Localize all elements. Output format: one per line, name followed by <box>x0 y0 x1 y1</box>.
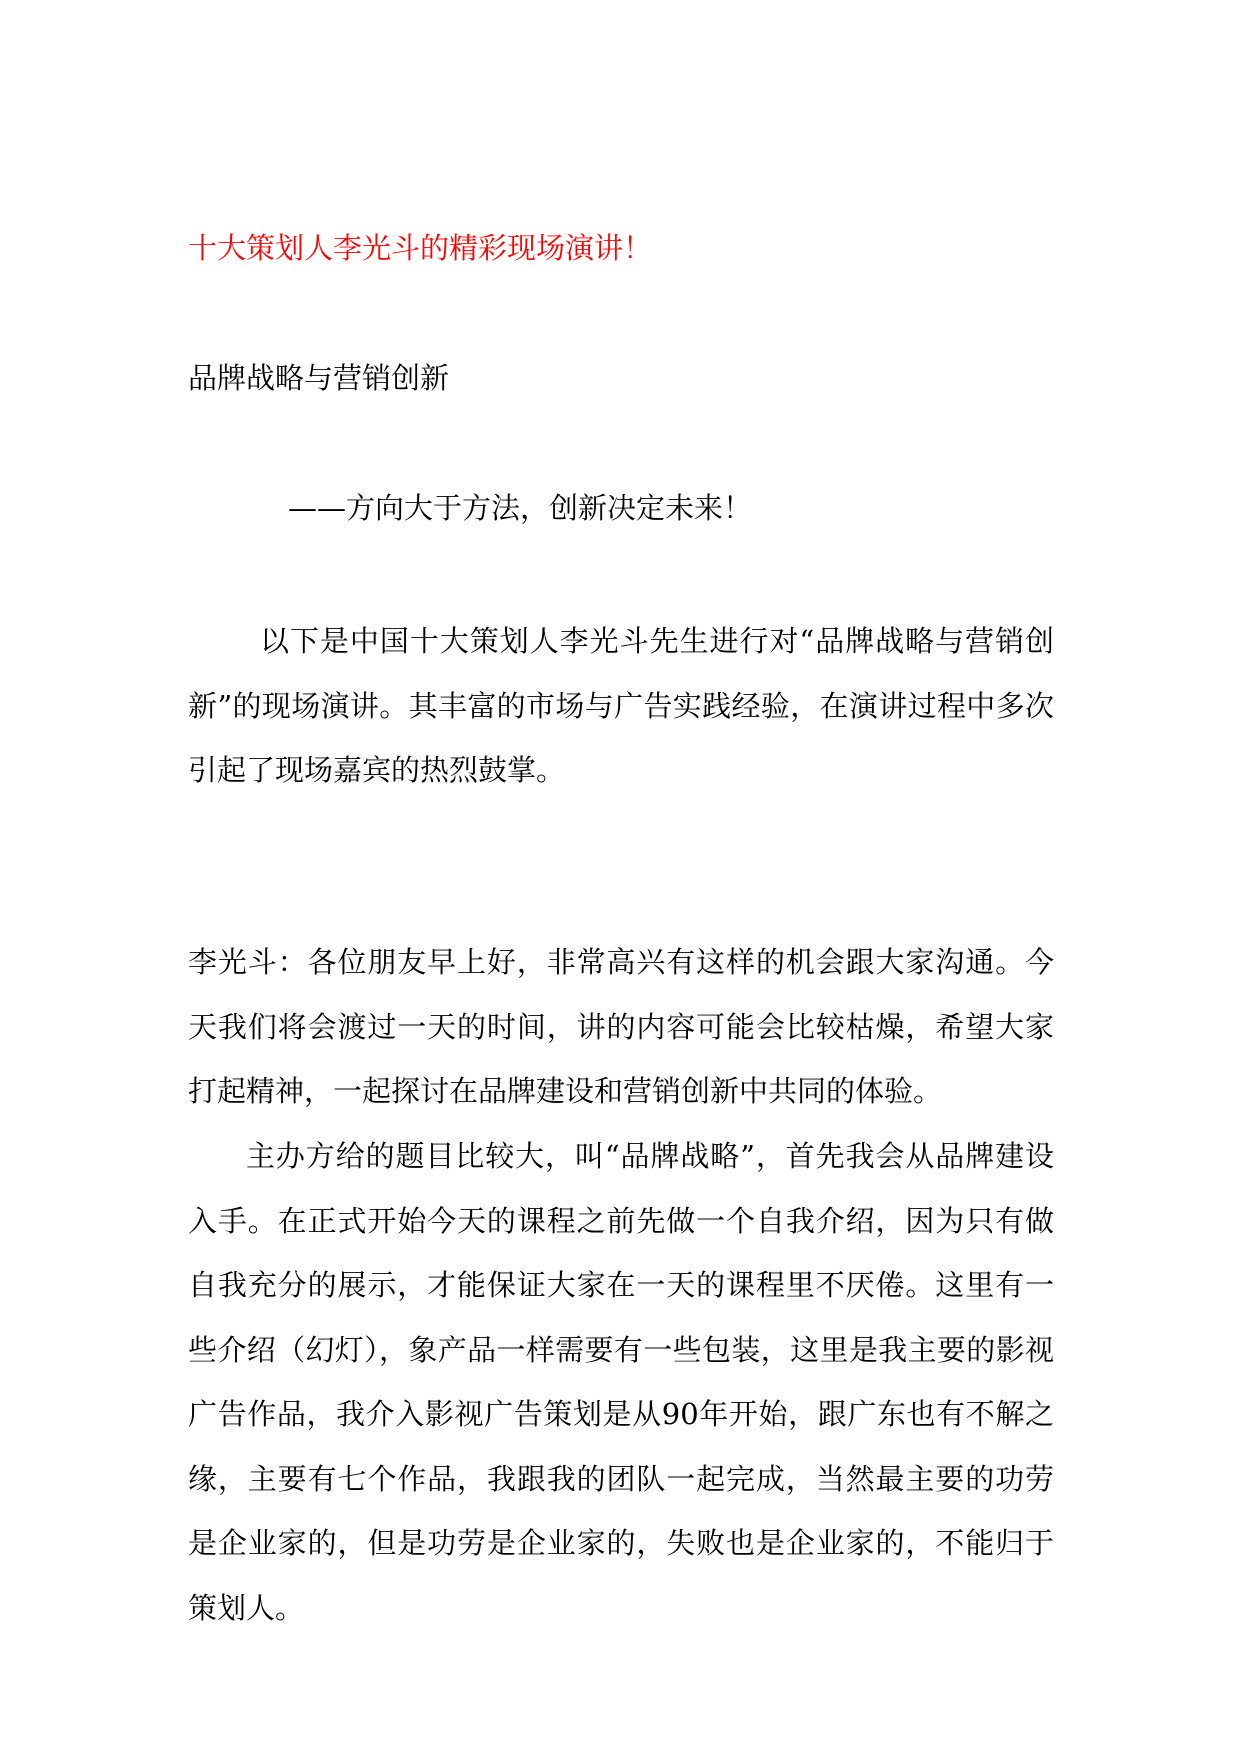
intro-paragraph: 以下是中国十大策划人李光斗先生进行对“品牌战略与营销创新”的现场演讲。其丰富的市场与广告实践经验，在演讲过程中多次引起了现场嘉宾的热烈鼓掌。 <box>188 624 1054 787</box>
speech-paragraph-1: 李光斗：各位朋友早上好，非常高兴有这样的机会跟大家沟通。今天我们将会渡过一天的时间，讲的内容可能会比较枯燥，希望大家打起精神，一起探讨在品牌建设和营销创新中共同的体验。 <box>188 945 1054 1108</box>
document-title: 十大策划人李光斗的精彩现场演讲！ <box>188 231 653 265</box>
document-subtitle: 品牌战略与营销创新 <box>188 361 450 395</box>
document-motto: ——方向大于方法，创新决定未来！ <box>288 491 753 525</box>
speech-paragraph-2: 主办方给的题目比较大，叫“品牌战略”，首先我会从品牌建设入手。在正式开始今天的课程之前先做一个自我介绍，因为只有做自我充分的展示，才能保证大家在一天的课程里不厌倦。这里有一些介绍（幻灯），象产品一样需要有一些包装，这里是我主要的影视广告作品，我介入影视广告策划是从90年开始，跟广东也有不解之缘，主要有七个作品，我跟我的团队一起完成，当然最主要的功劳是企业家的，但是功劳是企业家的，失败也是企业家的，不能归于策划人。 <box>188 1139 1054 1625</box>
